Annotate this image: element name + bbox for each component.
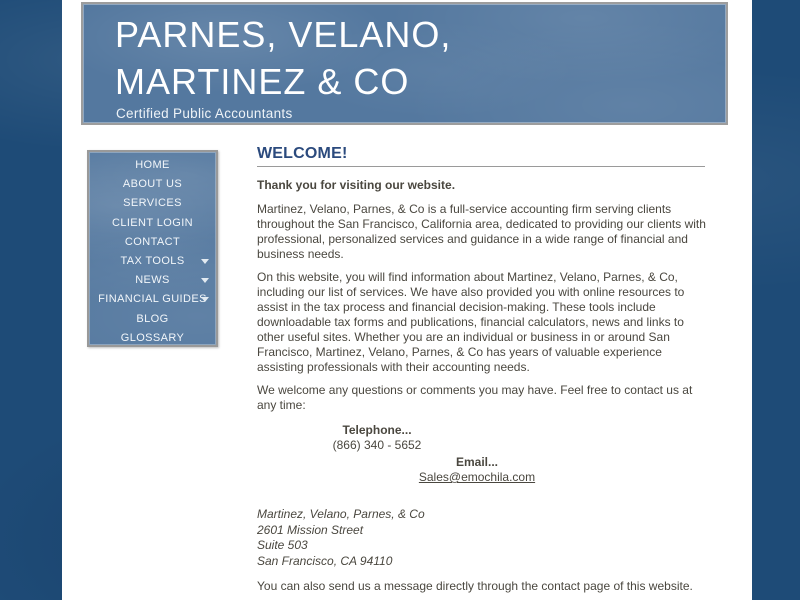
sidebar-item-home[interactable] bbox=[89, 156, 216, 175]
sidebar-item-blog[interactable] bbox=[89, 310, 216, 329]
header-banner bbox=[81, 2, 728, 125]
telephone-label: Telephone... bbox=[342, 423, 412, 437]
address-line-suite: Suite 503 bbox=[257, 538, 308, 552]
paragraph-website-info: On this website, you will find information about Martinez, Velano, Parnes, & Co, including our list of services. We have also provided you with online resources to assist in the tax process and financial decision-making. These tools include downloadable tax forms and publications, financial calculators, news and links to other useful sites. Whether you are an individual or business in or around San Francisco, Martinez, Velano, Parnes, & Co has years of valuable experience assisting professionals with their accounting needs. bbox=[257, 270, 685, 374]
heading-divider bbox=[257, 166, 705, 167]
sidebar-item-financial-guides[interactable] bbox=[89, 290, 216, 309]
sidebar-nav bbox=[87, 150, 218, 347]
site-tagline: Certified Public Accountants bbox=[116, 106, 293, 121]
sidebar-item-label: SERVICES bbox=[123, 197, 182, 210]
sidebar-item-glossary[interactable] bbox=[89, 329, 216, 348]
chevron-down-icon[interactable] bbox=[201, 259, 209, 264]
site-title-line2: MARTINEZ & CO bbox=[115, 61, 410, 102]
address-line-street: 2601 Mission Street bbox=[257, 522, 364, 537]
address-line-company: Martinez, Velano, Parnes, & Co bbox=[257, 507, 425, 521]
sidebar-item-label: NEWS bbox=[135, 274, 170, 287]
chevron-down-icon[interactable] bbox=[201, 297, 209, 302]
sidebar-item-about-us[interactable] bbox=[89, 175, 216, 194]
paragraph-about-firm: Martinez, Velano, Parnes, & Co is a full-service accounting firm serving clients throughout the San Francisco, California area, dedicated to providing our clients with professional, personalized services and guidance in a wide range of financial and business needs. bbox=[257, 202, 706, 261]
sidebar-item-label: ABOUT US bbox=[122, 178, 183, 191]
address-block bbox=[257, 507, 707, 569]
sidebar-item-client-login[interactable] bbox=[89, 214, 216, 233]
sidebar-item-label: GLOSSARY bbox=[120, 331, 185, 344]
intro-line: Thank you for visiting our website. bbox=[257, 178, 456, 192]
page-container bbox=[62, 0, 752, 600]
main-content bbox=[257, 146, 707, 594]
site-title-line1: PARNES, VELANO, bbox=[115, 14, 452, 55]
sidebar-item-label: FINANCIAL GUIDES bbox=[98, 293, 207, 306]
paragraph-welcome-questions: We welcome any questions or comments you may have. Feel free to contact us at any time: bbox=[257, 383, 693, 412]
sidebar-item-label: CLIENT LOGIN bbox=[111, 216, 193, 229]
sidebar-item-label: BLOG bbox=[136, 312, 169, 325]
sidebar-item-label: HOME bbox=[135, 159, 170, 171]
email-link[interactable]: Sales@emochila.com bbox=[418, 470, 536, 484]
telephone-number: (866) 340 - 5652 bbox=[332, 438, 422, 452]
email-block bbox=[257, 455, 697, 485]
address-line-city: San Francisco, CA 94110 bbox=[257, 553, 393, 568]
page-title: WELCOME! bbox=[257, 145, 348, 162]
telephone-block bbox=[257, 423, 497, 453]
closing-line: You can also send us a message directly through the contact page of this website. bbox=[257, 579, 693, 593]
sidebar-item-services[interactable] bbox=[89, 194, 216, 213]
sidebar-item-tax-tools[interactable] bbox=[89, 252, 216, 271]
email-label: Email... bbox=[455, 455, 499, 469]
sidebar-item-label: TAX TOOLS bbox=[120, 254, 185, 267]
chevron-down-icon[interactable] bbox=[201, 278, 209, 283]
sidebar-item-label: CONTACT bbox=[124, 235, 181, 248]
sidebar-item-news[interactable] bbox=[89, 271, 216, 290]
site-title bbox=[115, 11, 726, 105]
sidebar-item-contact[interactable] bbox=[89, 233, 216, 252]
